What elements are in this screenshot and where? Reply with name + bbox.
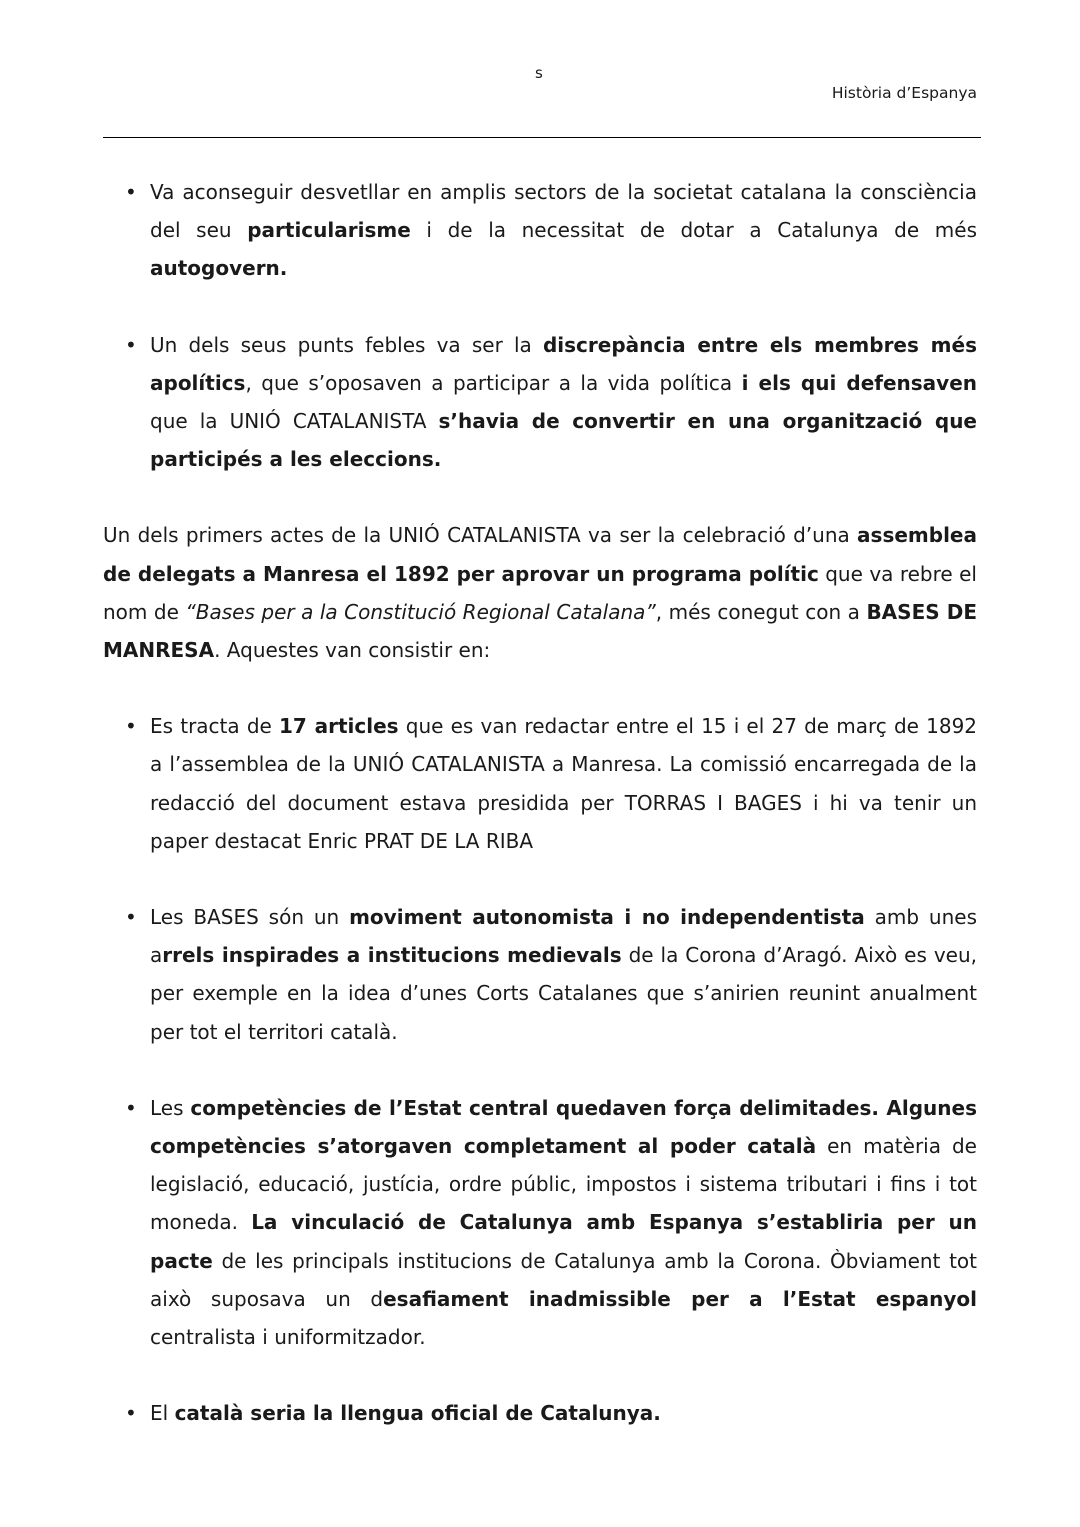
bullet-dot-icon: • bbox=[125, 1401, 137, 1426]
bullet-llengua-oficial: • El català seria la llengua oficial de Catalunya. bbox=[103, 1394, 977, 1432]
bullet-dot-icon: • bbox=[125, 714, 137, 739]
header-rule bbox=[103, 137, 981, 138]
bullet-dot-icon: • bbox=[125, 1095, 137, 1120]
bullet-dot-icon: • bbox=[125, 180, 137, 204]
paragraph-bases-manresa: Un dels primers actes de la UNIÓ CATALANISTA va ser la celebració d’una assemblea de delegats a Manresa el 1892 per aprovar un programa polític que va rebre el nom de “Bases per a la Constitució Regional Catalana”, més conegut con a BASES DE MANRESA. Aquestes van consistir en: bbox=[103, 523, 977, 663]
page-number: s bbox=[535, 64, 543, 82]
bullet-discrepancia: • Un dels seus punts febles va ser la discrepància entre els membres més apolítics, que s’oposaven a participar a la vida política i els qui defensaven que la UNIÓ CATALANISTA s’havia de convertir en una organització que participés a les eleccions. bbox=[103, 326, 977, 479]
document-body bbox=[103, 173, 977, 1432]
bullet-17-articles: • Es tracta de 17 articles que es van redactar entre el 15 i el 27 de març de 1892 a l’assemblea de la UNIÓ CATALANISTA a Manresa. La comissió encarregada de la redacció del document estava presidida per TORRAS I BAGES i hi va tenir un paper destacat Enric PRAT DE LA RIBA bbox=[103, 707, 977, 860]
bullet-competencies: • Les competències de l’Estat central quedaven força delimitades. Algunes competències s’atorgaven completament al poder català en matèria de legislació, educació, justícia, ordre públic, impostos i sistema tributari i fins i tot moneda. La vinculació de Catalunya amb Espanya s’establiria per un pacte de les principals institucions de Catalunya amb la Corona. Òbviament tot això suposava un desafiament inadmissible per a l’Estat espanyol centralista i uniformitzador. bbox=[103, 1089, 977, 1356]
running-title: Història d’Espanya bbox=[831, 84, 977, 102]
bullet-dot-icon: • bbox=[125, 905, 137, 930]
bullet-dot-icon: • bbox=[125, 332, 137, 357]
bullet-moviment-autonomista: • Les BASES són un moviment autonomista i no independentista amb unes arrels inspirades a institucions medievals de la Corona d’Aragó. Això es veu, per exemple en la idea d’unes Corts Catalanes que s’anirien reunint anualment per tot el territori català. bbox=[103, 898, 977, 1051]
bullet-autogovern: • Va aconseguir desvetllar en amplis sectors de la societat catalana la consciència del seu particularisme i de la necessitat de dotar a Catalunya de més autogovern. bbox=[103, 173, 977, 288]
